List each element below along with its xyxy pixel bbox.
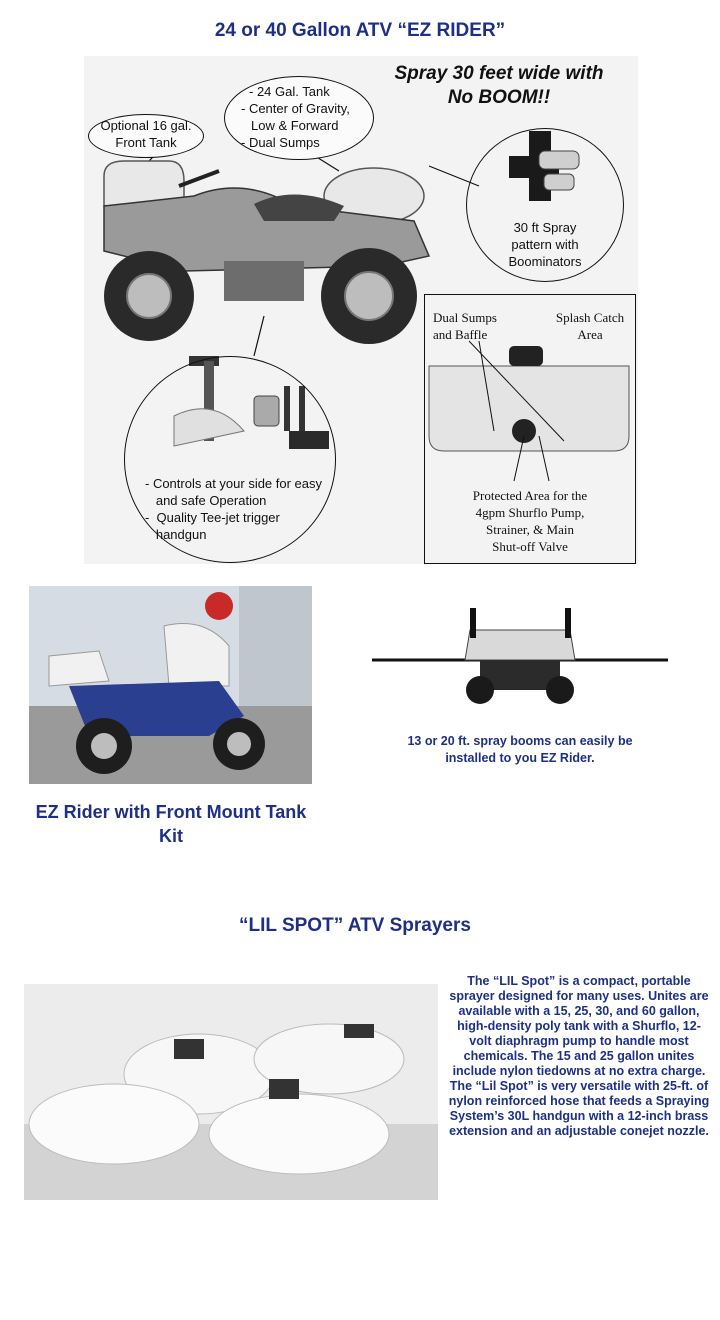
lil-spot-description: The “LIL Spot” is a compact, portable sprayer designed for many uses. Unites are available with a 15, 25, 30, and 60 gallon, high-density poly tank with a Shurflo, 12-volt diaphragm pump to handle most chemicals. The 15 and 25 gallon unites include nylon tiedowns at no extra charge. The “Lil Spot” is very versatile with 25-ft. of nylon reinforced hose that feeds a Spraying System’s 30L handgun with a 12-inch brass extension and an adjustable conejet nozzle. [448, 974, 710, 1138]
lil-spot-sprayers-image [24, 984, 438, 1200]
front-mount-atv-image [29, 586, 312, 784]
callout-line: Protected Area for the [472, 488, 588, 503]
callout-line: Optional 16 gal. [100, 118, 192, 133]
callout-line: Shut-off Valve [492, 539, 568, 554]
callout-line: - Controls at your side for easy [145, 476, 323, 491]
callout-line: - 24 Gal. Tank [249, 84, 330, 99]
ez-rider-diagram [84, 56, 638, 564]
rear-tank-callout [224, 76, 374, 160]
slogan-line-2: No BOOM!! [447, 87, 551, 108]
tank-sump-box [424, 294, 636, 564]
callout-line: - Quality Tee-jet trigger [145, 510, 280, 525]
slogan-line-1: Spray 30 feet wide with [394, 63, 604, 84]
callout-line: and safe Operation [145, 493, 267, 508]
boom-caption: 13 or 20 ft. spray booms can easily be installed to you EZ Rider. [407, 734, 633, 765]
controls-callout [124, 356, 336, 563]
front-mount-caption: EZ Rider with Front Mount Tank Kit [35, 802, 307, 846]
front-tank-callout [88, 114, 204, 158]
callout-line: - Dual Sumps [241, 135, 320, 150]
ez-rider-title: 24 or 40 Gallon ATV “EZ RIDER” [214, 20, 506, 41]
front-mount-photo [29, 586, 312, 784]
spray-pattern-callout [466, 128, 624, 282]
splash-label: Splash Catch Area [555, 310, 625, 342]
callout-line: 4gpm Shurflo Pump, [475, 505, 585, 520]
callout-line: 30 ft Spray [513, 220, 577, 235]
callout-line: Strainer, & Main [486, 522, 574, 537]
lil-spot-title: “LIL SPOT” ATV Sprayers [239, 915, 471, 936]
lil-spot-photo [24, 984, 438, 1200]
callout-line: Front Tank [115, 135, 177, 150]
callout-line: Boominators [508, 254, 582, 269]
callout-line: Low & Forward [251, 118, 339, 133]
callout-line: handgun [145, 527, 207, 542]
callout-line: pattern with [511, 237, 579, 252]
protected-label [425, 487, 635, 555]
slogan [369, 62, 629, 110]
boom-atv-image [370, 600, 670, 710]
sumps-label: Dual Sumps and Baffle [433, 310, 497, 342]
callout-line: - Center of Gravity, [241, 101, 350, 116]
boom-photo [370, 600, 670, 710]
